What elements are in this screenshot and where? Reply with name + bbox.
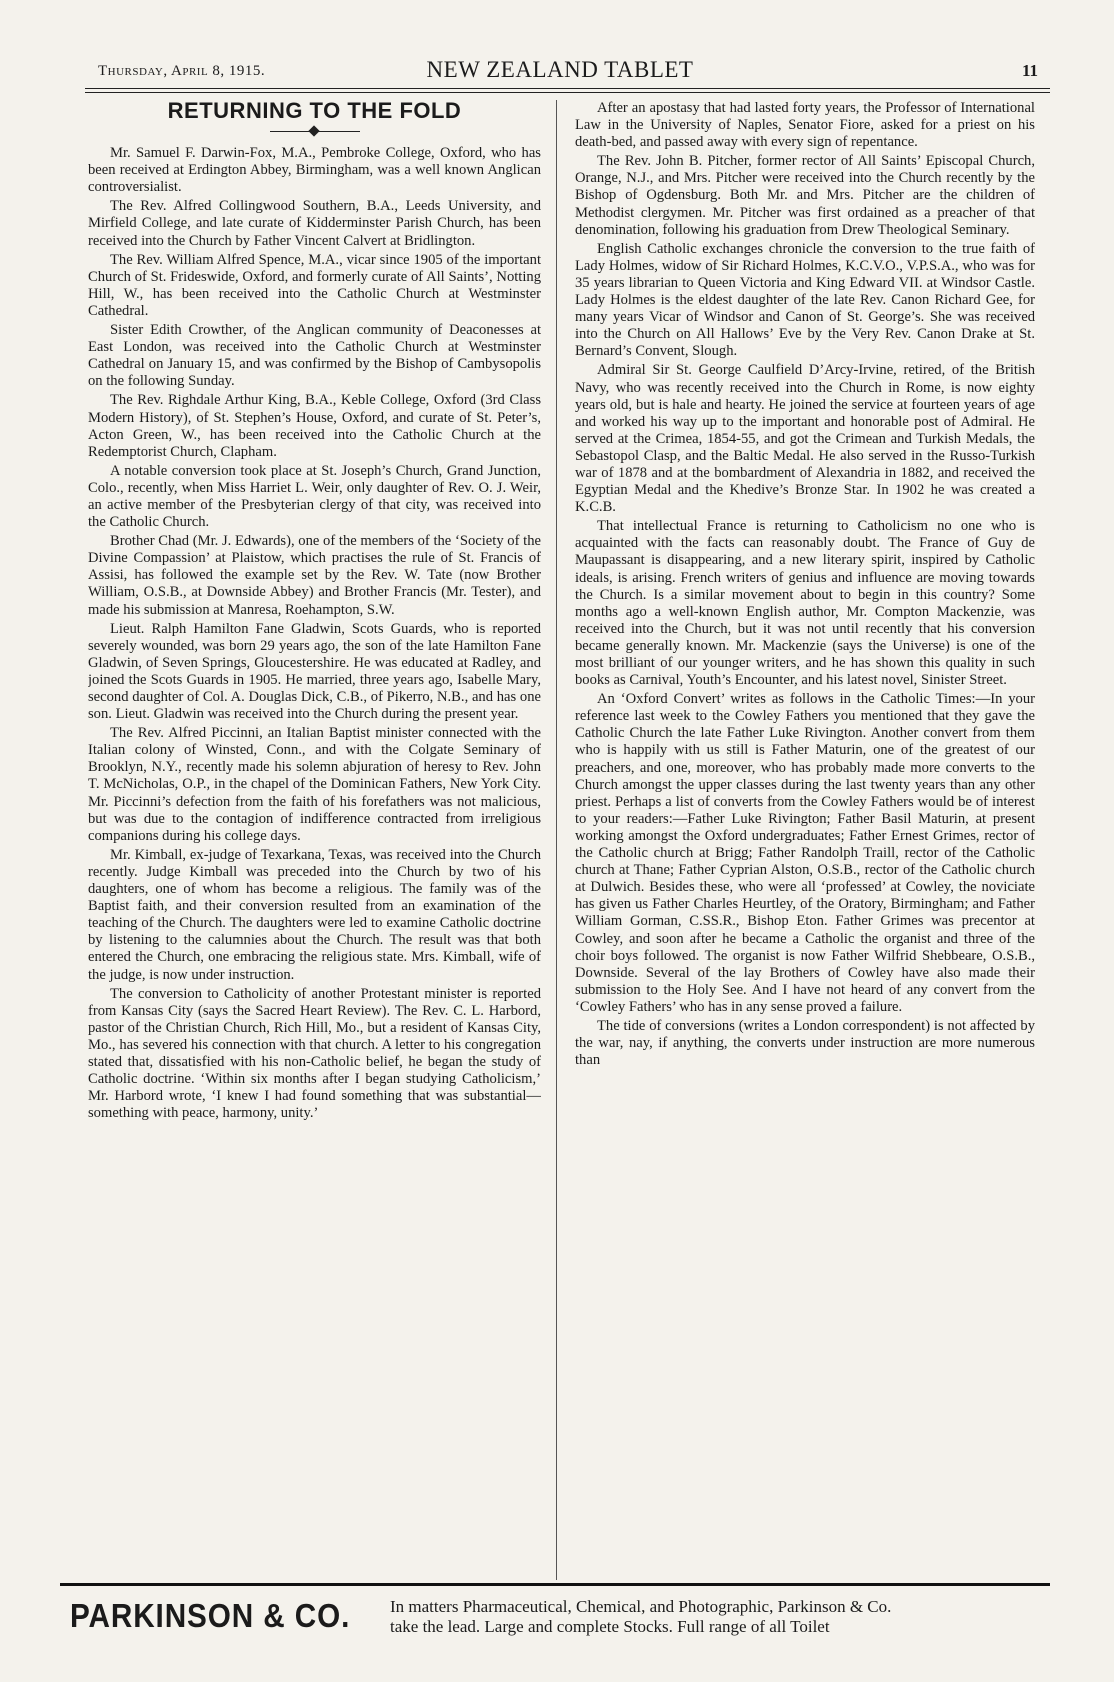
paragraph: Lieut. Ralph Hamilton Fane Gladwin, Scots Guards, who is reported severely wounded, was born 29 years ago, the son of the late Hamilton Fane Gladwin, of Seven Springs, Gloucestershire. He was educated at Radley, and joined the Scots Guards in 1905. He married, three years ago, Isabelle Mary, second daughter of Col. A. Douglas Dick, C.B., of Pikerro, N.B., and has one son. Lieut. Gladwin was received into the Church during the present year.	[88, 620, 541, 723]
advertisement-line: In matters Pharmaceutical, Chemical, and Photographic, Parkinson & Co.	[390, 1597, 892, 1616]
paragraph: That intellectual France is returning to Catholicism no one who is acquainted with the facts can reasonably doubt. The France of Guy de Maupassant is disappearing, and a new literary spirit, inspired by Catholic ideals, is arising. French writers of genius and influence are moving towards the Church. Is a similar movement about to begin in this country? Some months ago a well-known English author, Mr. Compton Mackenzie, was received into the Church, but it was not until recently that his conversion became generally known. Mr. Mackenzie (says the Universe) is one of the most brilliant of our younger writers, and he has shown this quality in such books as Carnival, Youth’s Encounter, and his latest novel, Sinister Street.	[575, 518, 1035, 689]
paragraph: Sister Edith Crowther, of the Anglican community of Deaconesses at East London, was received into the Catholic Church at Westminster Cathedral on January 15, and was confirmed by the Bishop of Cambysopolis on the following Sunday.	[88, 322, 541, 390]
paragraph: English Catholic exchanges chronicle the conversion to the true faith of Lady Holmes, widow of Sir Richard Holmes, K.C.V.O., V.P.S.A., who was for 35 years librarian to Queen Victoria and King Edward VII. at Windsor Castle. Lady Holmes is the eldest daughter of the late Rev. Canon Richard Gee, for many years Vicar of Windsor and Canon of St. George’s. She was received into the Church on All Hallows’ Eve by the Very Rev. Canon Drake at St. Bernard’s Convent, Slough.	[575, 240, 1035, 360]
title-ornament	[270, 125, 360, 139]
advertiser-name: PARKINSON & CO.	[70, 1597, 351, 1634]
header-rule-thin	[85, 92, 1050, 93]
diamond-ornament-icon	[308, 125, 319, 136]
paragraph: The Rev. Righdale Arthur King, B.A., Keble College, Oxford (3rd Class Modern History), of St. Stephen’s House, Oxford, and curate of St. Peter’s, Acton Green, W., has been received into the Catholic Church at the Redemptorist Church, Clapham.	[88, 392, 541, 460]
paragraph: The Rev. John B. Pitcher, former rector of All Saints’ Episcopal Church, Orange, N.J., and Mrs. Pitcher were received into the Church recently by the Bishop of Ogdensburg. Both Mr. and Mrs. Pitcher are the children of Methodist clergymen. Mr. Pitcher was first ordained as a preacher of that denomination, following his graduation from Drew Theological Seminary.	[575, 153, 1035, 238]
paragraph: An ‘Oxford Convert’ writes as follows in the Catholic Times:—In your reference last week to the Cowley Fathers you mentioned that they gave the Catholic Church the late Father Luke Rivington. Another convert from them who is happily with us still is Father Maturin, one of the greatest of our preachers, and one, moreover, who has probably made more converts to the Church amongst the upper classes during the last twenty years than any other priest. Perhaps a list of converts from the Cowley Fathers would be of interest to your readers:—Father Luke Rivington; Father Basil Maturin, at present working amongst the Oxford undergraduates; Father Ernest Grimes, rector of the Catholic church at Brigg; Father Randolph Traill, rector of the Catholic church at Thane; Father Cyprian Alston, O.S.B., rector of the Catholic church at Dulwich. Besides these, who were all ‘professed’ at Cowley, the noviciate has given us Father Charles Heurtley, of the Oratory, Birmingham; and Father William Gorman, C.SS.R., Bishop Eton. Father Grimes was precentor at Cowley, and soon after he became a Catholic the organist and three of the choir boys followed. The organist is now Father Wilfrid Shebbeare, O.S.B., Downside. Several of the lay Brothers of Cowley have also made their submission to the Holy See. And I have not heard of any convert from the ‘Cowley Fathers’ who has in any sense proved a failure.	[575, 691, 1035, 1015]
column-left	[88, 100, 541, 1580]
paragraph: Mr. Kimball, ex-judge of Texarkana, Texas, was received into the Church recently. Judge Kimball was preceded into the Church by two of his daughters, one of whom has become a religious. The family was of the Baptist faith, and their conversion resulted from an examination of the teaching of the Church. The daughters were led to examine Catholic doctrine by listening to the calumnies about the Church. The result was that both entered the Church, one embracing the religious state. Mrs. Kimball, wife of the judge, is now under instruction.	[88, 846, 541, 983]
advertisement-text	[390, 1597, 1045, 1637]
paragraph: The conversion to Catholicity of another Protestant minister is reported from Kansas City (says the Sacred Heart Review). The Rev. C. L. Harbord, pastor of the Christian Church, Rich Hill, Mo., but a resident of Kansas City, Mo., has severed his connection with that church. A letter to his congregation stated that, dissatisfied with his non-Catholic belief, he began the study of Catholic doctrine. ‘Within six months after I began studying Catholicism,’ Mr. Harbord wrote, ‘I knew I had found something that was substantial—something with peace, harmony, unity.’	[88, 985, 541, 1122]
paragraph: A notable conversion took place at St. Joseph’s Church, Grand Junction, Colo., recently, when Miss Harriet L. Weir, only daughter of Rev. O. J. Weir, an active member of the Presbyterian clergy of that city, was received into the Catholic Church.	[88, 462, 541, 531]
article-title: RETURNING TO THE FOLD	[167, 100, 462, 123]
paragraph: Mr. Samuel F. Darwin-Fox, M.A., Pembroke College, Oxford, who has been received at Erdington Abbey, Birmingham, was a well known Anglican controversialist.	[88, 145, 541, 196]
page-header	[70, 55, 1050, 87]
column-right	[575, 100, 1035, 1580]
column-divider	[556, 100, 557, 1580]
paragraph: The tide of conversions (writes a London correspondent) is not affected by the war, nay, if anything, the converts under instruction are more numerous than	[575, 1017, 1035, 1069]
masthead: NEW ZEALAND TABLET	[426, 57, 694, 82]
advertisement-rule	[60, 1583, 1050, 1586]
page-number: 11	[1021, 61, 1038, 80]
paragraph: Admiral Sir St. George Caulfield D’Arcy-Irvine, retired, of the British Navy, who was recently received into the Church in Rome, is now eighty years old, but is hale and hearty. He joined the service at fourteen years of age and worked his way up to the important and honorable post of Admiral. He served at the Crimea, 1854-55, and got the Crimean and Turkish Medals, the Sebastopol Clasp, and the Baltic Medal. He also served in the Russo-Turkish war of 1878 and at the bombardment of Alexandria in 1882, and received the Egyptian Medal and the Khedive’s Bronze Star. In 1902 he was created a K.C.B.	[575, 362, 1035, 516]
paragraph: Brother Chad (Mr. J. Edwards), one of the members of the ‘Society of the Divine Compassion’ at Plaistow, which practises the rule of St. Francis of Assisi, has followed the example set by the Rev. W. Tate (now Brother William, O.S.B., at Downside Abbey) and Brother Francis (Mr. Tester), and made his submission at Manresa, Roehampton, S.W.	[88, 533, 541, 618]
advertisement-line: take the lead. Large and complete Stocks. Full range of all Toilet	[390, 1617, 830, 1636]
paragraph: After an apostasy that had lasted forty years, the Professor of International Law in the University of Naples, Senator Fiore, asked for a priest on his death-bed, and passed away with every sign of repentance.	[575, 100, 1035, 151]
header-rule	[85, 88, 1050, 89]
issue-date: Thursday, April 8, 1915.	[98, 63, 266, 79]
paragraph: The Rev. William Alfred Spence, M.A., vicar since 1905 of the important Church of St. Frideswide, Oxford, and formerly curate of All Saints’, Notting Hill, W., has been received into the Catholic Church at Westminster Cathedral.	[88, 251, 541, 319]
paragraph: The Rev. Alfred Piccinni, an Italian Baptist minister connected with the Italian colony of Winsted, Conn., and with the Colgate Seminary of Brooklyn, N.Y., recently made his solemn abjuration of heresy to Rev. John T. McNicholas, O.P., in the chapel of the Dominican Fathers, New York City. Mr. Piccinni’s defection from the faith of his forefathers was not malicious, but was due to the contagion of indifference contracted from irreligious companions during his college days.	[88, 725, 541, 844]
paragraph: The Rev. Alfred Collingwood Southern, B.A., Leeds University, and Mirfield College, and late curate of Kidderminster Parish Church, has been received into the Church by Father Vincent Calvert at Bridlington.	[88, 198, 541, 249]
